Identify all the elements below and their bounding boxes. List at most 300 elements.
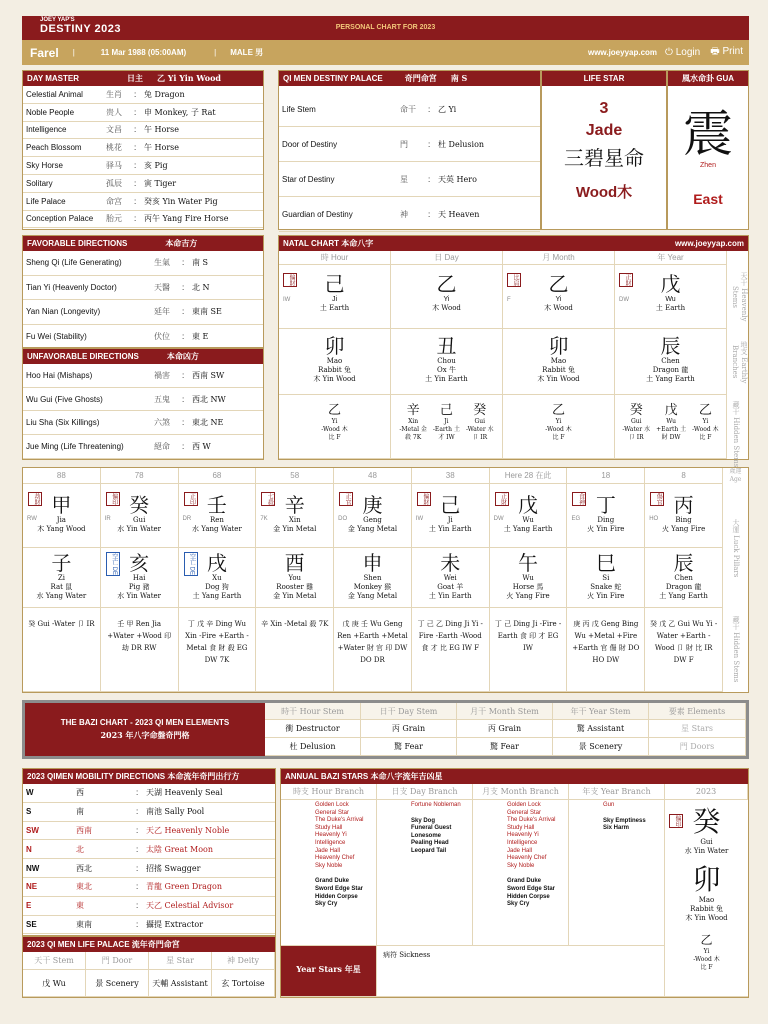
info-row: Fu Wei (Stability) 伏位 : 東 E [23, 325, 263, 350]
row-cn: 星 [400, 174, 408, 184]
ten-god-badge: 正官 [339, 492, 353, 506]
annual-star-bad: Sky Cry [507, 901, 530, 908]
row-value: 東北 NE [192, 418, 224, 428]
annual-star-good: Study Hall [507, 824, 535, 831]
stem-p: Bing [675, 516, 692, 524]
row-cn: 贵人 [106, 107, 122, 117]
annual-stars-col [281, 800, 377, 946]
hidden-e: -Earth 土 [432, 426, 460, 433]
hidden-e: -Water 水 [622, 426, 651, 433]
row-value: 癸亥 Yin Water Pig [144, 196, 218, 206]
branch-p: Xu [212, 574, 222, 582]
info-row: Hoo Hai (Mishaps) 禍害 : 西南 SW [23, 364, 263, 388]
stem-e: 土 Yin Earth [428, 525, 472, 533]
row-label: Tian Yi (Heavenly Doctor) [26, 282, 117, 292]
hidden-p: Ji [444, 418, 449, 425]
dob: 11 Mar 1988 (05:00AM) [100, 48, 187, 57]
branch-char: 卯 [548, 334, 569, 358]
annual-star-bad: Pealing Head [411, 840, 449, 847]
ten-god-badge: 偏財 [283, 273, 297, 287]
bq-cell: 驚 Assistant [553, 720, 649, 738]
direction-value: 天乙 Celestial Advisor [146, 901, 234, 911]
annual-star-bad: Grand Duke [315, 878, 350, 885]
branch-char: 巳 [595, 551, 616, 575]
bq-col-header: 時干 Hour Stem [265, 703, 361, 720]
stem-char: 壬 [206, 493, 227, 517]
hidden-char: 乙 [551, 403, 565, 418]
row-cn: 延年 [154, 307, 170, 317]
row-cn: 胎元 [106, 214, 122, 224]
luck-hidden [490, 608, 568, 692]
annual-star-good: Fortune Nobleman [411, 802, 461, 808]
row-cn: 文昌 [106, 125, 122, 135]
stem-element: 土 Earth [655, 304, 686, 312]
ten-god-abbr: IW [283, 297, 291, 303]
life-palace-col: 門 Door [86, 952, 149, 970]
gua-char: 震 [683, 105, 733, 163]
luck-pillars-panel [22, 467, 749, 693]
ten-god-abbr: RW [27, 516, 37, 522]
direction-code: NE [26, 882, 38, 892]
year-hidden-char: 乙 [700, 933, 713, 947]
luck-stem [490, 484, 568, 548]
hidden-char: 癸 [629, 403, 643, 418]
annual-star-good: Intelligence [315, 839, 346, 846]
info-row: Yan Nian (Longevity) 延年 : 東南 SE [23, 300, 263, 325]
bq-cell: 丙 Grain [457, 720, 553, 738]
row-cn: 神 [400, 209, 408, 219]
hidden-stems: 癸 戊 乙 Gui Wu Yi -Water +Earth -Wood 卩 財 比 IR DW F [649, 620, 718, 664]
unfavorable-header: UNFAVORABLE DIRECTIONS 本命凶方 [23, 349, 263, 364]
ten-god-badge: 劫財 [28, 492, 42, 506]
day-master-panel [22, 70, 264, 230]
natal-branch [391, 329, 503, 395]
annual-star-good: Heavenly Yi [507, 832, 539, 839]
year-hidden-e: -Wood 木 [693, 956, 720, 963]
info-row: Celestial Animal 生肖 : 兔 Dragon [23, 86, 263, 104]
natal-side-label: 藏干 Hidden Stems [732, 400, 740, 468]
row-value: 西北 NW [192, 394, 226, 404]
year-stem-e: 水 Yin Water [684, 847, 729, 855]
branch-py: Chen [661, 357, 680, 365]
hidden-e: -Wood 木 [321, 426, 348, 433]
annual-col-header: 2023 [665, 784, 748, 800]
life-palace-val: 玄 Tortoise [212, 970, 275, 997]
direction-cn: 西北 [76, 863, 92, 873]
info-row: Wu Gui (Five Ghosts) 五鬼 : 西北 NW [23, 388, 263, 412]
ten-god-abbr: IW [415, 516, 424, 522]
hidden-e: -Wood 木 [692, 426, 719, 433]
life-palace-panel [22, 936, 276, 998]
luck-age: 8 [645, 468, 723, 484]
annual-star-good: Heavenly Chef [507, 855, 547, 862]
direction-cn: 西 [76, 788, 84, 798]
annual-stars-panel [280, 768, 749, 998]
stem-p: Ding [597, 516, 615, 524]
stem-pinyin: Yi [443, 296, 450, 303]
bq-cell: 丙 Grain [361, 720, 457, 738]
branch-e: 水 Yang Water [36, 592, 87, 600]
natal-stem [391, 265, 503, 329]
annual-star-good: Heavenly Yi [315, 832, 347, 839]
branch-e: 水 Yin Water [117, 592, 162, 600]
life-palace-col: 神 Deity [212, 952, 275, 970]
branch-p: Si [602, 574, 610, 582]
branch-e: 金 Yin Metal [273, 592, 317, 600]
void-badge: 空亡 DE [106, 552, 120, 576]
annual-star-good: Gun [603, 802, 615, 808]
row-label: Sky Horse [26, 161, 63, 171]
branch-el: 土 Yin Earth [425, 375, 468, 383]
row-label: Celestial Animal [26, 89, 83, 99]
user-bar: Farel | 11 Mar 1988 (05:00AM) | MALE 男 www.joeyyap.com ⏻ Login 🖶 Print [22, 40, 749, 65]
info-row: Sky Horse 驿马 : 亥 Pig [23, 157, 263, 175]
luck-branch [645, 548, 723, 608]
info-row: Tian Yi (Heavenly Doctor) 天醫 : 北 N [23, 276, 263, 301]
row-label: Liu Sha (Six Killings) [26, 418, 100, 428]
login-button[interactable]: ⏻ Login [665, 47, 701, 58]
user-name: Farel [30, 45, 59, 60]
age-label: 歲運 Age [729, 468, 742, 483]
branch-char: 子 [51, 551, 72, 575]
row-label: Hoo Hai (Mishaps) [26, 370, 93, 380]
sickness-star: 病符 Sickness [377, 946, 665, 997]
hidden-e: -Water 水 [465, 426, 494, 433]
ten-god-abbr: DW [493, 516, 504, 522]
stem-e: 火 Yang Fire [661, 525, 706, 533]
branch-e: 土 Yin Earth [428, 592, 472, 600]
annual-star-good: Golden Lock [315, 802, 349, 808]
info-row: Noble People 贵人 : 申 Monkey, 子 Rat [23, 104, 263, 122]
direction-code: W [26, 788, 34, 798]
row-label: Life Stem [282, 104, 316, 114]
luck-stem [23, 484, 101, 548]
stem-char: 乙 [436, 272, 457, 296]
branch-char: 未 [440, 551, 461, 575]
hidden-g: 比 F [328, 434, 341, 441]
hidden-stem [545, 399, 571, 458]
row-value: 東 E [192, 331, 209, 341]
print-button[interactable]: 🖶 Print [710, 46, 743, 57]
bq-cell: 杜 Delusion [265, 738, 361, 756]
stem-pinyin: Yi [555, 296, 562, 303]
life-star-panel [541, 70, 667, 230]
annual-star-good: The Duke's Arrival [315, 817, 364, 824]
luck-hidden [23, 608, 101, 692]
stem-char: 甲 [51, 493, 72, 517]
branch-e: 金 Yang Metal [347, 592, 398, 600]
direction-code: S [26, 807, 32, 817]
life-palace-val: 景 Scenery [86, 970, 149, 997]
life-star-cn: 三碧星命 [564, 146, 644, 170]
annual-star-bad: Sword Edge Star [507, 885, 556, 892]
hidden-stems: 丁 己 乙 Ding Ji Yi -Fire -Earth -Wood 食 才 比 EG IW F [417, 620, 483, 652]
direction-value: 天乙 Heavenly Noble [146, 825, 230, 835]
annual-star-good: Heavenly Chef [315, 855, 355, 862]
luck-hidden [412, 608, 490, 692]
branch-p: Zi [57, 574, 65, 582]
hidden-e: -Wood 木 [545, 426, 572, 433]
mobility-row: SW 西南 : 天乙 Heavenly Noble [23, 822, 275, 841]
luck-age: 38 [412, 468, 490, 484]
ten-god-abbr: F [507, 297, 511, 303]
stem-char: 丁 [595, 493, 616, 517]
annual-star-bad: Hidden Corpse [507, 893, 550, 900]
life-star-name: Jade [585, 122, 623, 139]
stem-e: 金 Yin Metal [273, 525, 317, 533]
annual-header: ANNUAL BAZI STARS 本命八字流年吉凶星 [281, 769, 748, 784]
year-branch-char: 卯 [692, 863, 721, 896]
direction-code: N [26, 844, 32, 854]
branch-char: 卯 [324, 334, 345, 358]
mobility-row: E 東 : 天乙 Celestial Advisor [23, 897, 275, 916]
branch-char: 辰 [660, 334, 681, 358]
luck-age: Here 28 在此 [490, 468, 568, 484]
natal-col-header: 年 Year [615, 251, 727, 265]
row-label: Solitary [26, 178, 53, 188]
direction-cn: 東 [76, 901, 84, 911]
row-value: 杜 Delusion [438, 139, 485, 149]
hidden-stem [622, 399, 650, 458]
gua-header: 風水命卦 GUA [668, 71, 748, 86]
annual-col-header: 時支 Hour Branch [281, 784, 377, 800]
hidden-e: +Earth 土 [656, 426, 687, 433]
info-row: Sheng Qi (Life Generating) 生氣 : 南 S [23, 251, 263, 276]
bq-cell: 驚 Fear [361, 738, 457, 756]
annual-star-bad: Grand Duke [507, 878, 542, 885]
brand-title: DESTINY 2023 [40, 23, 122, 35]
row-value: 天英 Hero [438, 174, 477, 184]
natal-col-header: 日 Day [391, 251, 503, 265]
luck-hidden [179, 608, 257, 692]
row-label: Yan Nian (Longevity) [26, 307, 101, 317]
luck-branch [101, 548, 179, 608]
luck-age: 58 [256, 468, 334, 484]
stem-char: 癸 [129, 493, 150, 517]
natal-header: NATAL CHART 本命八字 www.joeyyap.com [279, 236, 748, 251]
hidden-stems: 辛 Xin -Metal 殺 7K [261, 620, 329, 628]
row-value: 午 Horse [144, 125, 179, 135]
info-row: Liu Sha (Six Killings) 六煞 : 東北 NE [23, 411, 263, 435]
hidden-p: Gui [474, 418, 486, 425]
natal-side-label: 地支 Earthly Branches [731, 340, 748, 384]
stem-e: 火 Yin Fire [587, 525, 625, 533]
natal-col-header: 月 Month [503, 251, 615, 265]
natal-branch [615, 329, 727, 395]
year-stars-label: Year Stars 年星 [281, 946, 377, 997]
hidden-stem [433, 399, 460, 458]
life-star-header: LIFE STAR [542, 71, 666, 86]
info-row: Jue Ming (Life Threatening) 絕命 : 西 W [23, 435, 263, 459]
annual-star-good: The Duke's Arrival [507, 817, 556, 824]
brand-small: JOEY YAP'S [40, 17, 75, 23]
row-value: 兔 Dragon [144, 89, 185, 99]
hidden-stem [466, 399, 494, 458]
row-value: 西 W [192, 441, 211, 451]
stem-p: Wu [522, 516, 534, 524]
branch-char: 戌 [206, 551, 227, 575]
life-palace-val: 戊 Wu [23, 970, 86, 997]
direction-value: 招搖 Swagger [146, 863, 201, 873]
unfavorable-panel [22, 348, 264, 460]
row-cn: 命干 [400, 104, 416, 114]
branch-char: 午 [518, 551, 539, 575]
bazi-qimen-panel [22, 700, 749, 759]
luck-stem [101, 484, 179, 548]
natal-hidden [391, 395, 503, 459]
branch-p: Wei [443, 574, 457, 582]
branch-el: 木 Yin Wood [537, 375, 580, 383]
stem-p: Gui [132, 516, 146, 524]
hidden-stems: 丁 戊 辛 Ding Wu Xin -Fire +Earth -Metal 食 財 殺 EG DW 7K [185, 620, 249, 664]
branch-py: Mao [326, 357, 343, 365]
luck-branch [23, 548, 101, 608]
top-banner [22, 16, 749, 40]
luck-branch [179, 548, 257, 608]
direction-code: E [26, 901, 32, 911]
row-value: 東南 SE [192, 307, 222, 317]
luck-hidden [645, 608, 723, 692]
stem-element: 土 Earth [319, 304, 350, 312]
gua-panel [667, 70, 749, 230]
bq-cell: 門 Doors [649, 738, 746, 756]
stem-char: 己 [440, 493, 461, 517]
power-icon: ⏻ [665, 47, 673, 58]
life-palace-col: 天干 Stem [23, 952, 86, 970]
row-value: 申 Monkey, 子 Rat [144, 107, 216, 117]
hidden-p: Wu [666, 418, 677, 425]
hidden-stem [656, 399, 686, 458]
row-value: 北 N [192, 282, 210, 292]
info-row: Conception Palace 胎元 : 丙午 Yang Fire Horse [23, 211, 263, 229]
annual-star-good: Study Hall [315, 824, 343, 831]
stem-pinyin: Ji [331, 296, 338, 303]
stem-char: 丙 [673, 493, 694, 517]
hidden-e: -Metal 金 [399, 426, 427, 433]
row-cn: 六煞 [154, 418, 170, 428]
stem-char: 乙 [548, 272, 569, 296]
annual-star-bad: Lonesome [411, 832, 442, 839]
row-label: Door of Destiny [282, 139, 338, 149]
annual-star-bad: Six Harm [603, 825, 630, 832]
branch-py: Chou [437, 357, 456, 365]
stem-e: 土 Yang Earth [503, 525, 553, 533]
mobility-row: N 北 : 太陰 Great Moon [23, 840, 275, 859]
favorable-panel [22, 235, 264, 348]
branch-py: Mao [550, 357, 567, 365]
branch-e: 火 Yang Fire [506, 592, 550, 600]
row-cn: 命宫 [106, 196, 122, 206]
luck-age: 78 [101, 468, 179, 484]
branch-p: You [288, 574, 302, 582]
annual-star-bad: Hidden Corpse [315, 893, 358, 900]
direction-cn: 東南 [76, 919, 92, 929]
row-cn: 五鬼 [154, 394, 170, 404]
annual-col-header: 月支 Month Branch [473, 784, 569, 800]
row-value: 天 Heaven [438, 209, 480, 219]
ten-god-badge: 七殺 [261, 492, 275, 506]
natal-branch [503, 329, 615, 395]
row-cn: 天醫 [154, 282, 170, 292]
qimen-palace-header: QI MEN DESTINY PALACE 奇門命宮 南 S [279, 71, 540, 86]
mobility-row: NE 東北 : 青龍 Green Dragon [23, 878, 275, 897]
hidden-g: 卩 IR [472, 434, 488, 441]
direction-cn: 南 [76, 807, 84, 817]
luck-stem [567, 484, 645, 548]
hidden-g: 卩 IR [628, 434, 644, 441]
stem-e: 水 Yang Water [192, 525, 242, 533]
bazi-qimen-title: THE BAZI CHART - 2023 QI MEN ELEMENTS 2023 年八字命盤奇門格 [25, 703, 265, 756]
row-cn: 孤辰 [106, 178, 122, 188]
life-palace-col: 星 Star [149, 952, 212, 970]
stem-p: Jia [56, 516, 66, 524]
natal-side-label: 天干 Heavenly Stems [731, 272, 748, 322]
luck-branch [412, 548, 490, 608]
row-label: Conception Palace [26, 214, 94, 224]
ten-god-badge: 正財 [619, 273, 633, 287]
hidden-char: 戊 [664, 403, 678, 418]
hidden-g: 才 IW [438, 434, 455, 441]
info-row: Star of Destiny 星 : 天英 Hero [279, 162, 540, 197]
row-value: 寅 Tiger [144, 178, 177, 188]
branch-an: Ox 牛 [437, 366, 456, 374]
year-hidden-g: 比 F [700, 964, 713, 971]
year-branch-p: Mao [698, 896, 715, 904]
stem-e: 金 Yang Metal [347, 525, 398, 533]
qimen-palace-panel [278, 70, 541, 230]
annual-star-good: Intelligence [507, 839, 538, 846]
row-label: Noble People [26, 107, 75, 117]
mobility-panel [22, 768, 276, 936]
luck-branch [490, 548, 568, 608]
info-row: Guardian of Destiny 神 : 天 Heaven [279, 197, 540, 232]
branch-an: Goat 羊 [437, 583, 464, 591]
direction-code: SW [26, 825, 39, 835]
bq-col-header: 要素 Elements [649, 703, 746, 720]
branch-p: Wu [522, 574, 534, 582]
life-star-element: Wood木 [575, 184, 633, 201]
luck-side-label: 大運 Luck Pillars [732, 518, 740, 578]
luck-hidden [567, 608, 645, 692]
luck-branch [256, 548, 334, 608]
luck-age: 88 [23, 468, 101, 484]
branch-an: Snake 蛇 [590, 583, 622, 591]
luck-hidden [101, 608, 179, 692]
hidden-stems: 戊 庚 壬 Wu Geng Ren +Earth +Metal +Water 財 官 印 DW DO DR [337, 620, 408, 664]
natal-stem [615, 265, 727, 329]
print-icon: 🖶 [710, 46, 720, 57]
natal-hidden [503, 395, 615, 459]
branch-p: Hai [132, 574, 146, 582]
branch-an: Horse 馬 [512, 583, 544, 591]
branch-an: Rabbit 兔 [318, 366, 351, 374]
branch-an: Rabbit 兔 [542, 366, 575, 374]
site-link[interactable]: www.joeyyap.com [587, 48, 658, 57]
annual-star-bad: Sky Emptiness [603, 817, 646, 824]
row-value: 午 Horse [144, 143, 179, 153]
row-label: Star of Destiny [282, 174, 335, 184]
branch-e: 火 Yin Fire [587, 592, 625, 600]
luck-stem [412, 484, 490, 548]
gender: MALE 男 [230, 48, 264, 57]
ten-god-badge: 偏財 [417, 492, 431, 506]
ten-god-abbr: DR [182, 516, 192, 522]
row-value: 南 S [192, 258, 209, 268]
ten-god-badge: 偏印 [669, 814, 683, 828]
info-row: Solitary 孤辰 : 寅 Tiger [23, 175, 263, 193]
gua-direction: East [693, 191, 723, 207]
stem-p: Ren [209, 516, 224, 524]
